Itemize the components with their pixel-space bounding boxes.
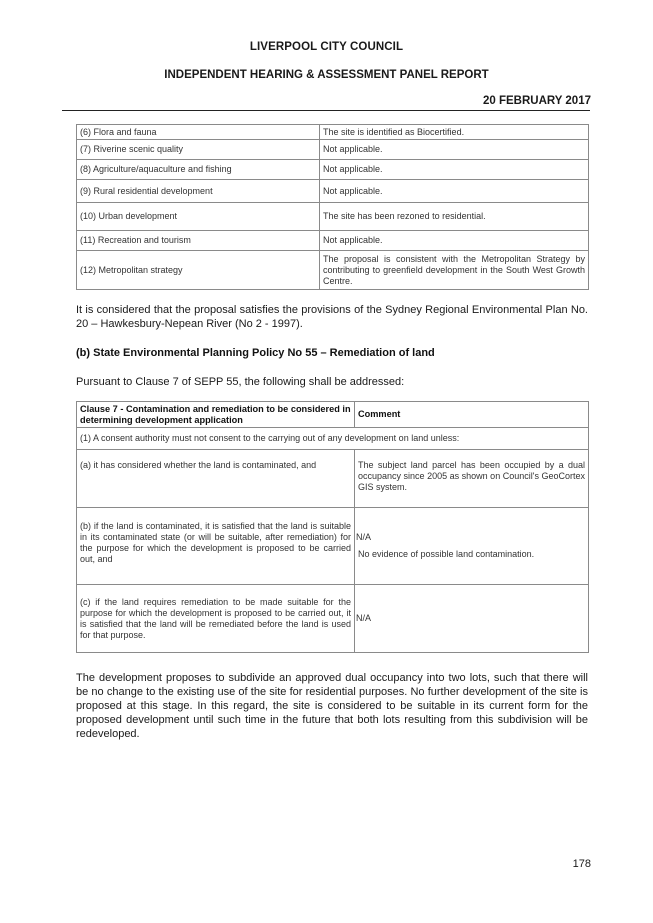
comment-line: N/A (356, 532, 372, 542)
table-cell-comment: The subject land parcel has been occupied by a dual occupancy since 2005 as shown on Council's GeoCortex GIS system. (355, 450, 589, 508)
srep-conclusion-paragraph: It is considered that the proposal satisfies the provisions of the Sydney Regional Environmental Plan No. 20 – Hawkesbury-Nepean River (No 2 - 1997). (76, 304, 588, 330)
page-number: 178 (572, 858, 591, 870)
table-header-row (77, 402, 589, 428)
table-cell-item: (8) Agriculture/aquaculture and fishing (77, 160, 320, 180)
table-cell-comment: Not applicable. (320, 140, 589, 160)
table-cell-intro: (1) A consent authority must not consent to the carrying out of any development on land unless: (77, 428, 589, 450)
council-name: LIVERPOOL CITY COUNCIL (249, 41, 404, 53)
table-cell-item: (6) Flora and fauna (77, 125, 320, 140)
table-row (77, 450, 589, 508)
report-title: INDEPENDENT HEARING & ASSESSMENT PANEL REPORT (164, 69, 489, 81)
table-cell-clause: (b) if the land is contaminated, it is satisfied that the land is suitable in its contaminated state (or will be suitable, after remediation) for the purpose for which the development is proposed to be carried out, and (77, 508, 355, 585)
table-cell-item: (7) Riverine scenic quality (77, 140, 320, 160)
table-row (77, 160, 589, 180)
comment-line: No evidence of possible land contamination. (358, 549, 535, 559)
srep20-planning-table (76, 124, 589, 290)
table-row (77, 251, 589, 290)
table-cell-comment: The proposal is consistent with the Metropolitan Strategy by contributing to greenfield development in the South West Growth Centre. (320, 251, 589, 290)
sepp55-intro-paragraph: Pursuant to Clause 7 of SEPP 55, the following shall be addressed: (76, 376, 405, 388)
table-cell-clause: (a) it has considered whether the land is contaminated, and (77, 450, 355, 508)
table-cell-item: (9) Rural residential development (77, 180, 320, 203)
header-divider (62, 110, 590, 111)
table-cell-comment: N/A (355, 585, 589, 653)
table-cell-comment: Not applicable. (320, 180, 589, 203)
table-row (77, 428, 589, 450)
table-cell-comment: The site is identified as Biocertified. (320, 125, 589, 140)
table-row (77, 140, 589, 160)
table-row (77, 180, 589, 203)
table-row (77, 231, 589, 251)
development-summary-paragraph: The development proposes to subdivide an approved dual occupancy into two lots, such that there will be no change to the existing use of the site for residential purposes. No further development of the site is proposed at this stage. In this regard, the site is considered to be suitable in its current form for the proposed development until such time in the future that both lots resulting from this subdivision will be redeveloped. (76, 672, 588, 740)
sepp55-clause7-table (76, 401, 589, 653)
report-date: 20 FEBRUARY 2017 (482, 95, 591, 107)
table-cell-item: (10) Urban development (77, 203, 320, 231)
table-cell-clause: (c) if the land requires remediation to be made suitable for the purpose for which the development is proposed to be carried out, it is satisfied that the land will be remediated before the land is used for that purpose. (77, 585, 355, 653)
sepp55-heading: (b) State Environmental Planning Policy No 55 – Remediation of land (76, 347, 435, 359)
column-header-clause: Clause 7 - Contamination and remediation to be considered in determining development application (77, 402, 355, 428)
table-row (77, 125, 589, 140)
table-cell-item: (11) Recreation and tourism (77, 231, 320, 251)
table-row (77, 508, 589, 585)
column-header-comment: Comment (355, 402, 589, 428)
table-row (77, 585, 589, 653)
table-cell-comment: Not applicable. (320, 231, 589, 251)
table-cell-comment (355, 508, 589, 585)
table-cell-item: (12) Metropolitan strategy (77, 251, 320, 290)
table-row (77, 203, 589, 231)
table-cell-comment: The site has been rezoned to residential. (320, 203, 589, 231)
table-cell-comment: Not applicable. (320, 160, 589, 180)
